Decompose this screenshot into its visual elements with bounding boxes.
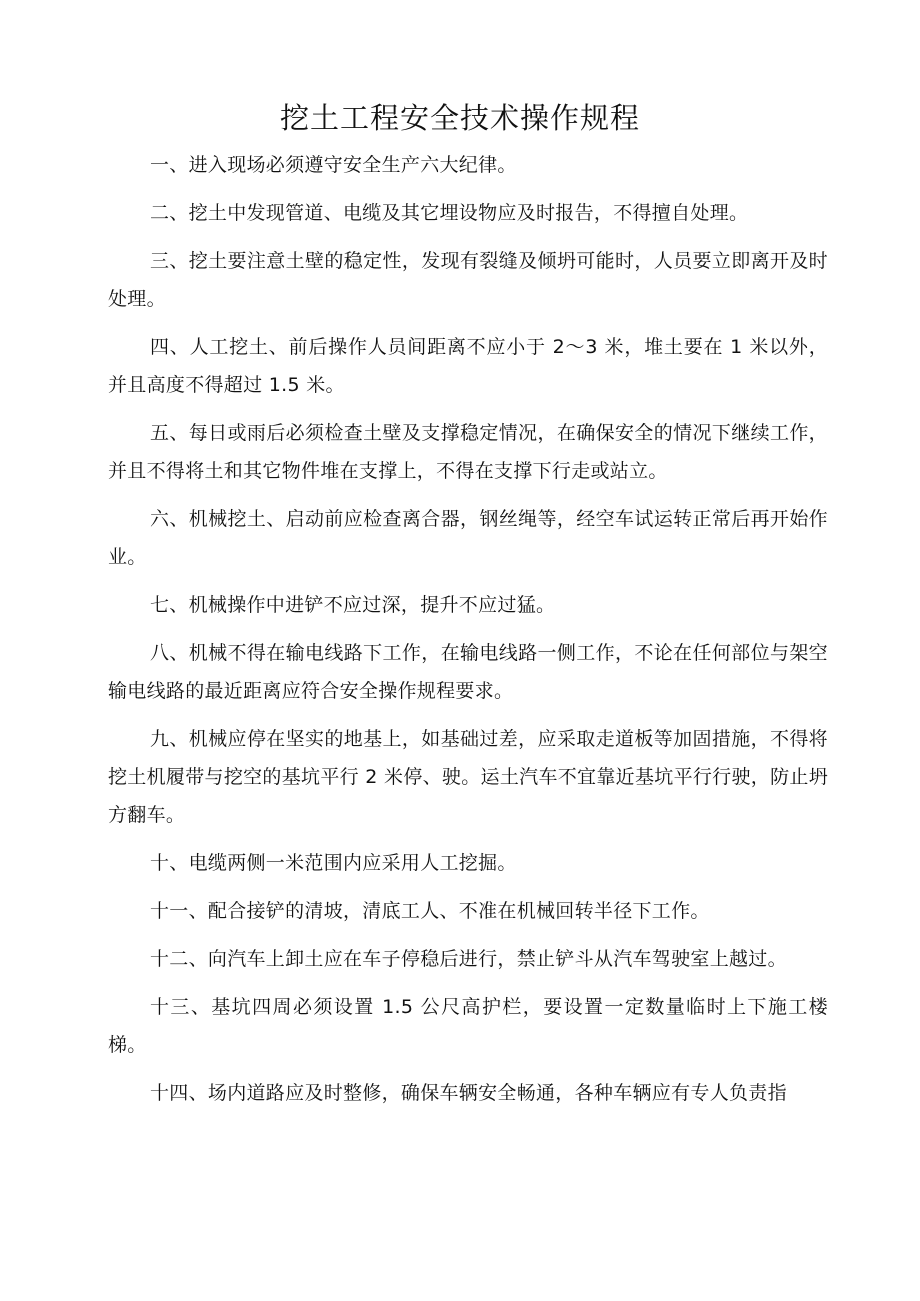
rule-paragraph-7: 七、机械操作中进铲不应过深，提升不应过猛。 <box>150 594 556 616</box>
rule-paragraph-9: 九、机械应停在坚实的地基上，如基础过差，应采取走道板等加固措施，不得将挖土机履带与挖空的基坑平行 2 米停、驶。运土汽车不宜靠近基坑平行行驶，防止坍方翻车。 <box>108 728 828 826</box>
rule-paragraph-1: 一、进入现场必须遵守安全生产六大纪律。 <box>150 154 517 176</box>
rule-paragraph-4: 四、人工挖土、前后操作人员间距离不应小于 2～3 米，堆土要在 1 米以外，并且高度不得超过 1.5 米。 <box>108 336 828 396</box>
rule-paragraph-8: 八、机械不得在输电线路下工作，在输电线路一侧工作，不论在任何部位与架空输电线路的最近距离应符合安全操作规程要求。 <box>108 642 828 702</box>
rule-paragraph-5: 五、每日或雨后必须检查土壁及支撑稳定情况，在确保安全的情况下继续工作，并且不得将土和其它物件堆在支撑上，不得在支撑下行走或站立。 <box>108 422 828 482</box>
document-body <box>108 146 828 1122</box>
rule-paragraph-12: 十二、向汽车上卸土应在车子停稳后进行，禁止铲斗从汽车驾驶室上越过。 <box>150 948 787 970</box>
rule-paragraph-13: 十三、基坑四周必须设置 1.5 公尺高护栏，要设置一定数量临时上下施工楼梯。 <box>108 996 828 1056</box>
rule-paragraph-14: 十四、场内道路应及时整修，确保车辆安全畅通，各种车辆应有专人负责指 <box>150 1082 787 1104</box>
rule-paragraph-11: 十一、配合接铲的清坡，清底工人、不准在机械回转半径下工作。 <box>150 900 710 922</box>
rule-paragraph-3: 三、挖土要注意土壁的稳定性，发现有裂缝及倾坍可能时，人员要立即离开及时处理。 <box>108 250 828 310</box>
rule-paragraph-6: 六、机械挖土、启动前应检查离合器，钢丝绳等，经空车试运转正常后再开始作业。 <box>108 508 828 568</box>
document-title: 挖土工程安全技术操作规程 <box>279 101 640 135</box>
rule-paragraph-2: 二、挖土中发现管道、电缆及其它埋设物应及时报告，不得擅自处理。 <box>150 202 749 224</box>
rule-paragraph-10: 十、电缆两侧一米范围内应采用人工挖掘。 <box>150 852 517 874</box>
